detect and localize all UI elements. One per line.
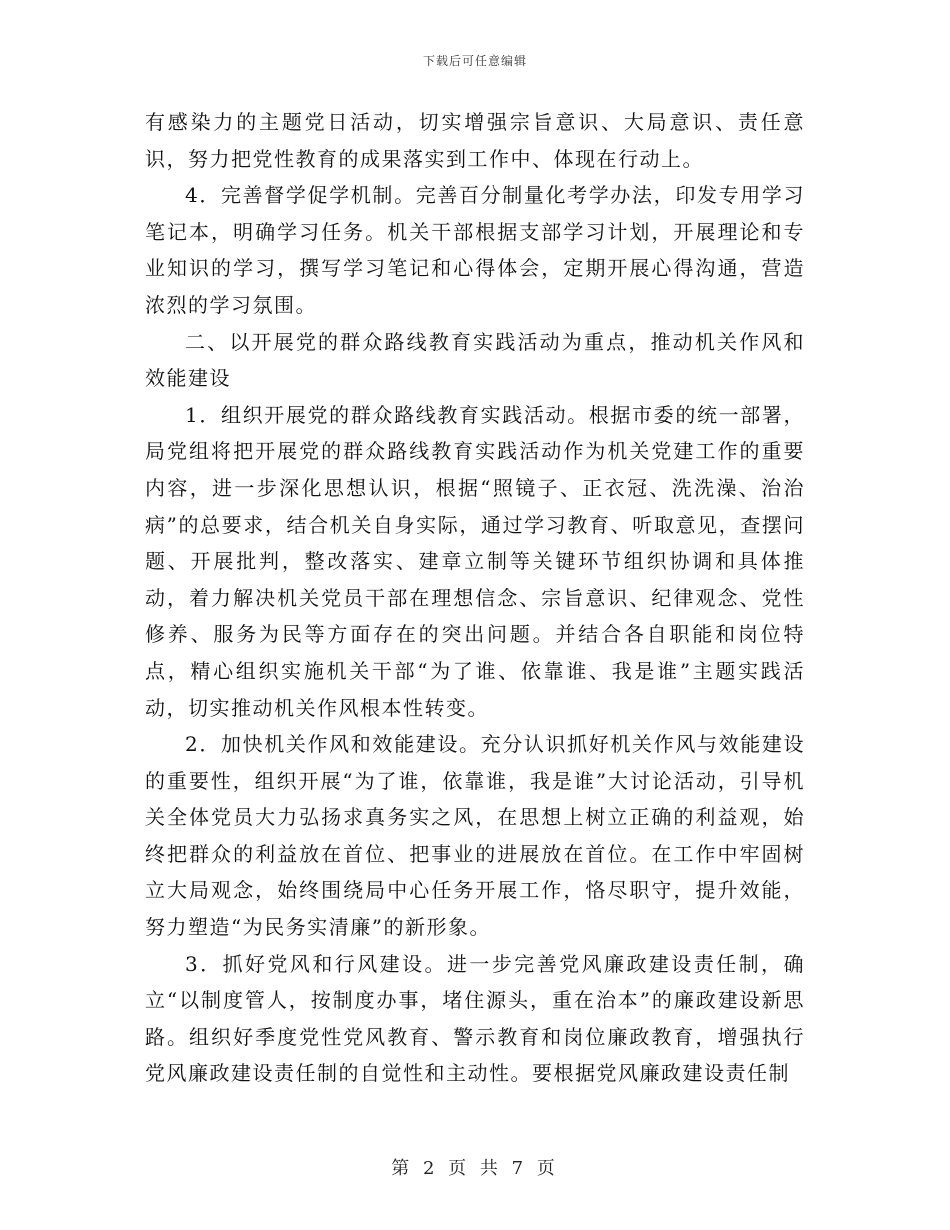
- page-number: 第 2 页 共 7 页: [391, 1158, 559, 1179]
- page-header-note: 下载后可任意编辑: [422, 54, 527, 68]
- body-paragraph-item-1: 1．组织开展党的群众路线教育实践活动。根据市委的统一部署，局党组将把开展党的群众路线教育实践活动作为机关党建工作的重要内容，进一步深化思想认识，根据“照镜子、正衣冠、洗洗澡、治治病”的总要求，结合机关自身实际，通过学习教育、听取意见，查摆问题、开展批判，整改落实、建章立制等关键环节组织协调和具体推动，着力解决机关党员干部在理想信念、宗旨意识、纪律观念、党性修养、服务为民等方面存在的突出问题。并结合各自职能和岗位特点，精心组织实施机关干部“为了谁、依靠谁、我是谁”主题实践活动，切实推动机关作风根本性转变。: [145, 402, 805, 720]
- document-body: [145, 104, 805, 1092]
- body-paragraph-item-3: 3．抓好党风和行风建设。进一步完善党风廉政建设责任制，确立“以制度管人，按制度办事，堵住源头，重在治本”的廉政建设新思路。组织好季度党性党风教育、警示教育和岗位廉政教育，增强执行党风廉政建设责任制的自觉性和主动性。要根据党风廉政建设责任制: [145, 951, 805, 1086]
- section-heading-2: 二、以开展党的群众路线教育实践活动为重点，推动机关作风和效能建设: [145, 329, 805, 391]
- body-paragraph-continuation: 有感染力的主题党日活动，切实增强宗旨意识、大局意识、责任意识，努力把党性教育的成果落实到工作中、体现在行动上。: [145, 110, 805, 171]
- body-paragraph-item-4: 4．完善督学促学机制。完善百分制量化考学办法，印发专用学习笔记本，明确学习任务。机关干部根据支部学习计划，开展理论和专业知识的学习，撰写学习笔记和心得体会，定期开展心得沟通，营造浓烈的学习氛围。: [145, 183, 805, 317]
- body-paragraph-item-2: 2．加快机关作风和效能建设。充分认识抓好机关作风与效能建设的重要性，组织开展“为了谁，依靠谁，我是谁”大讨论活动，引导机关全体党员大力弘扬求真务实之风，在思想上树立正确的利益观，始终把群众的利益放在首位、把事业的进展放在首位。在工作中牢固树立大局观念，始终围绕局中心任务开展工作，恪尽职守，提升效能，努力塑造“为民务实清廉”的新形象。: [145, 732, 805, 940]
